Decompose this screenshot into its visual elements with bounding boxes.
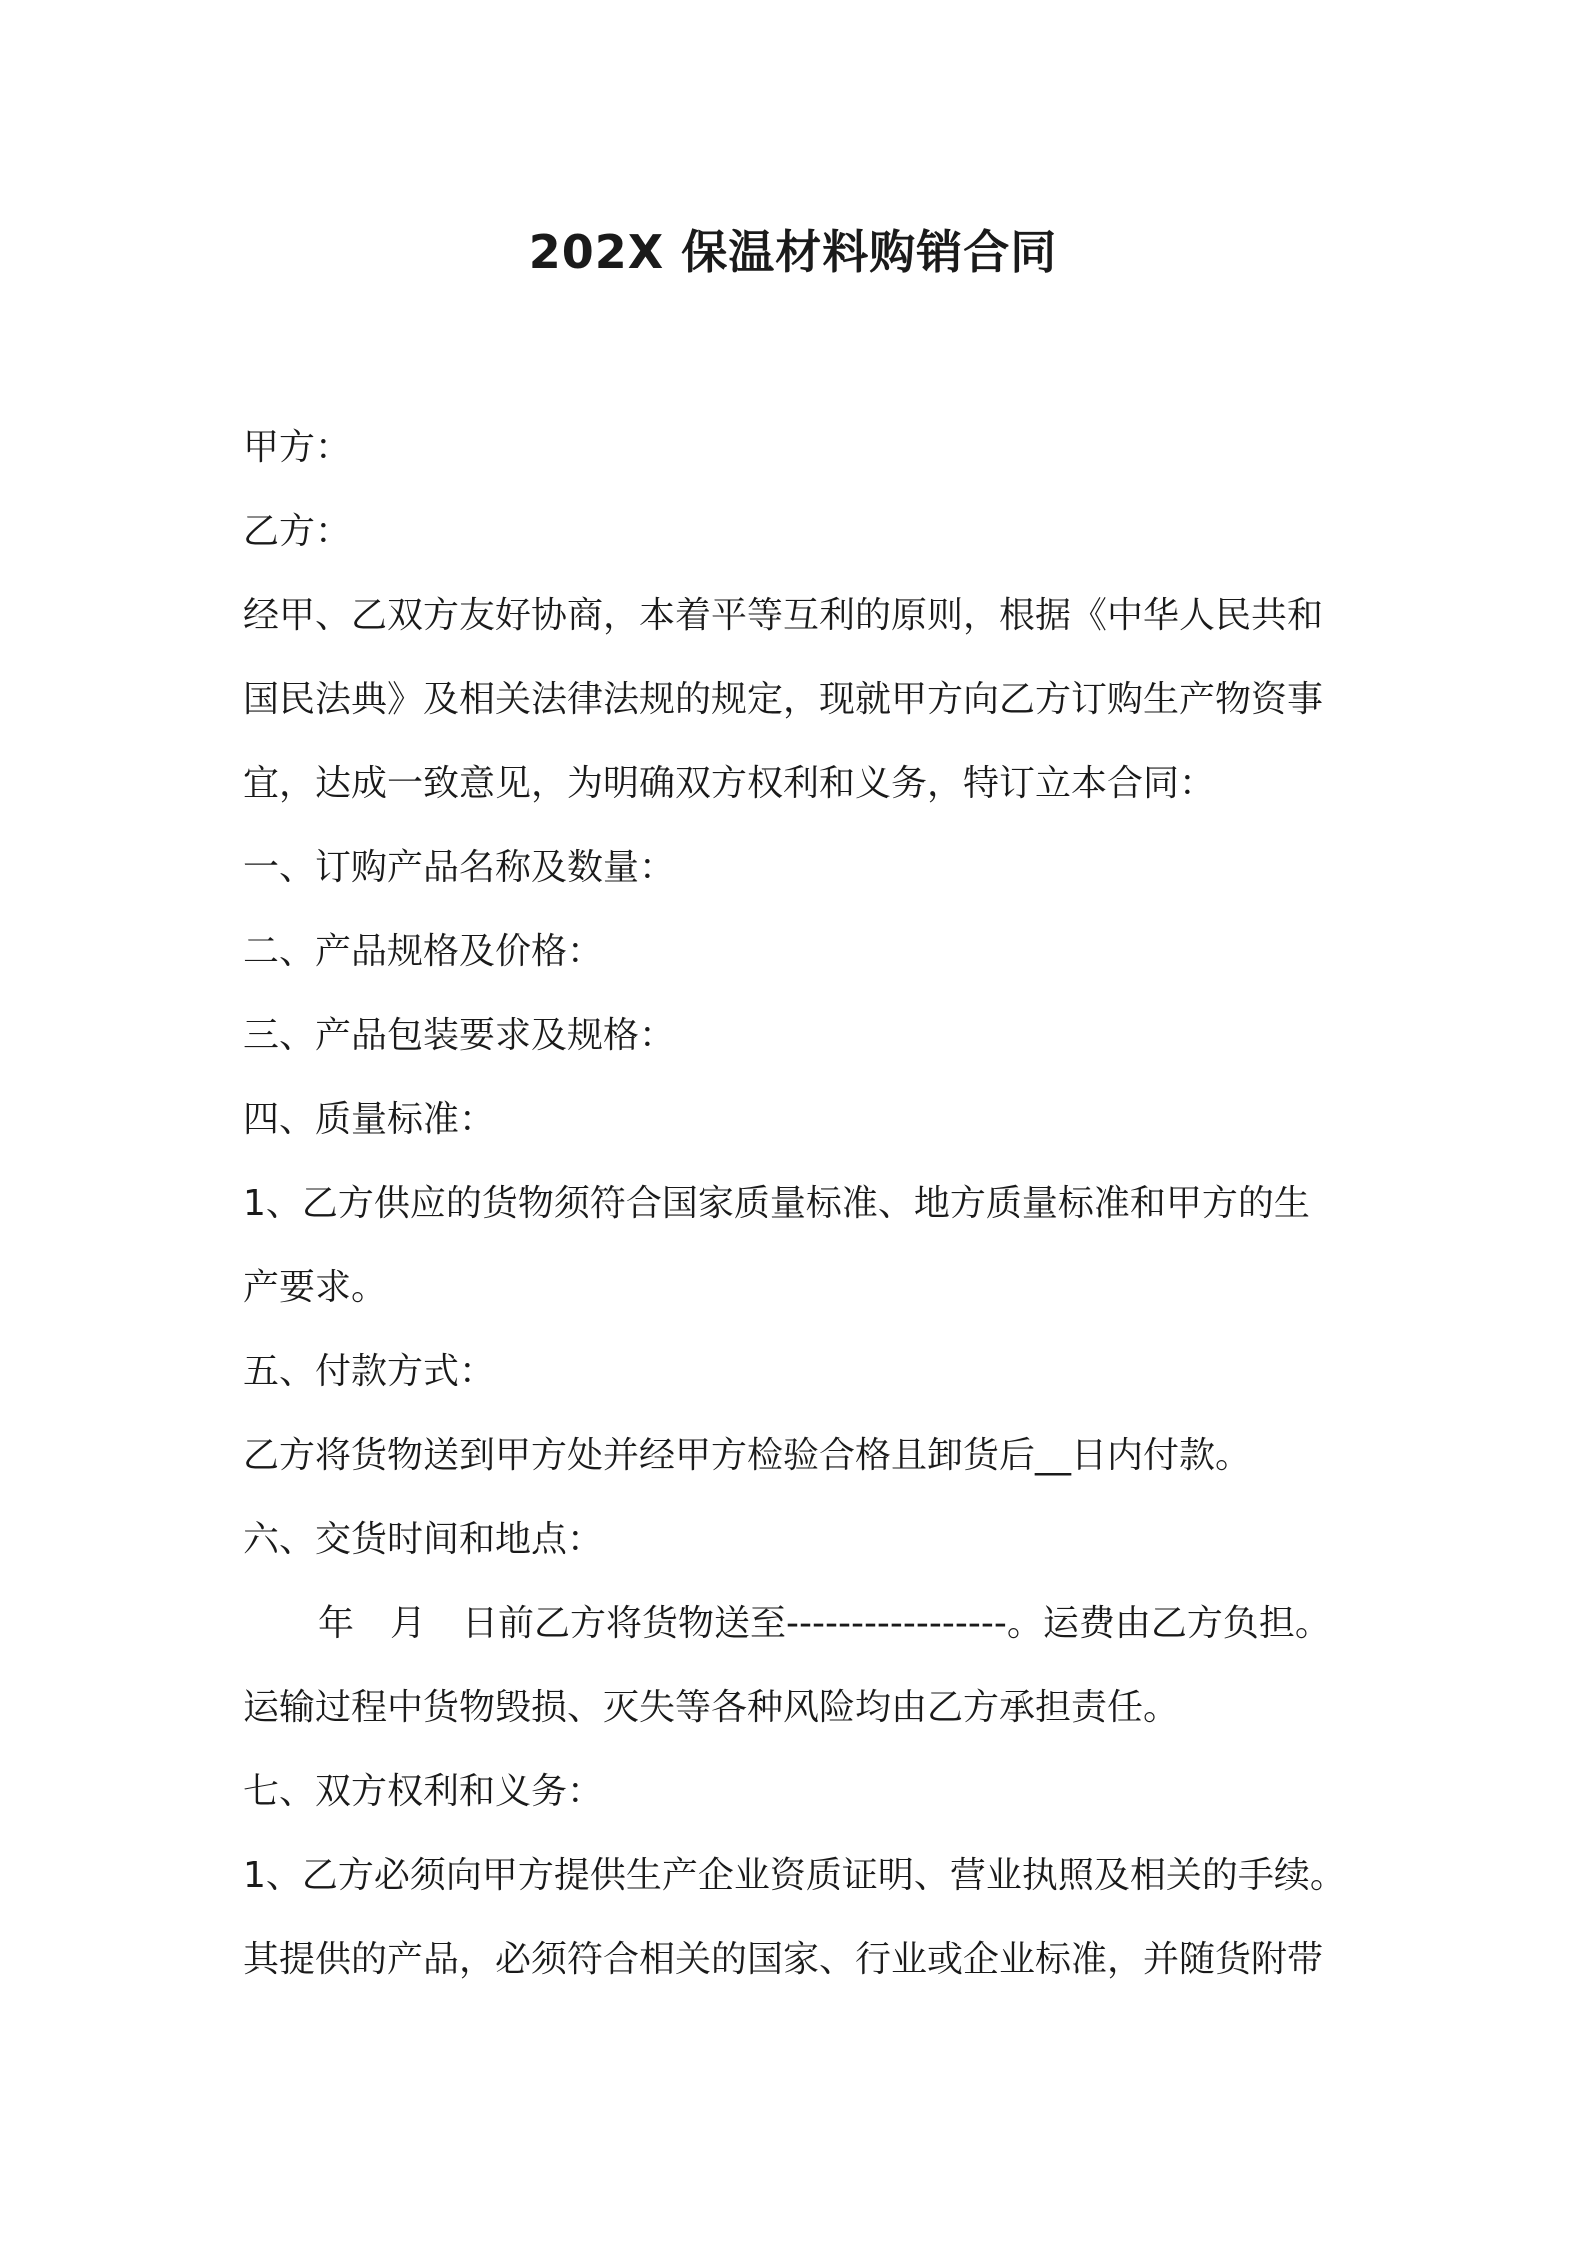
section-6-heading: 六、交货时间和地点：	[243, 1519, 604, 1560]
quality-clause-line-1: 1、乙方供应的货物须符合国家质量标准、地方质量标准和甲方的生	[243, 1183, 1310, 1224]
party-b-line: 乙方：	[243, 511, 352, 552]
preamble-line-3: 宜，达成一致意见，为明确双方权利和义务，特订立本合同：	[243, 763, 1216, 804]
document-title: 202X 保温材料购销合同	[528, 225, 1058, 279]
section-1-heading: 一、订购产品名称及数量：	[243, 847, 676, 888]
preamble-line-1: 经甲、乙双方友好协商，本着平等互利的原则，根据《中华人民共和	[243, 595, 1324, 636]
obligation-clause-line-1: 1、乙方必须向甲方提供生产企业资质证明、营业执照及相关的手续。	[243, 1855, 1346, 1896]
delivery-clause-line-1: 年 月 日前乙方将货物送至-----------------。运费由乙方负担。	[318, 1603, 1331, 1644]
document-body	[243, 406, 1383, 2002]
party-a-line: 甲方：	[243, 427, 352, 468]
section-3-heading: 三、产品包装要求及规格：	[243, 1015, 676, 1056]
obligation-clause-line-2: 其提供的产品，必须符合相关的国家、行业或企业标准，并随货附带	[243, 1939, 1324, 1980]
section-5-heading: 五、付款方式：	[243, 1351, 496, 1392]
quality-clause-line-2: 产要求。	[243, 1267, 388, 1308]
section-7-heading: 七、双方权利和义务：	[243, 1771, 604, 1812]
section-2-heading: 二、产品规格及价格：	[243, 931, 604, 972]
preamble-line-2: 国民法典》及相关法律法规的规定，现就甲方向乙方订购生产物资事	[243, 679, 1324, 720]
section-4-heading: 四、质量标准：	[243, 1099, 496, 1140]
delivery-clause-line-2: 运输过程中货物毁损、灭失等各种风险均由乙方承担责任。	[243, 1687, 1180, 1728]
payment-clause: 乙方将货物送到甲方处并经甲方检验合格且卸货后__日内付款。	[243, 1435, 1252, 1476]
